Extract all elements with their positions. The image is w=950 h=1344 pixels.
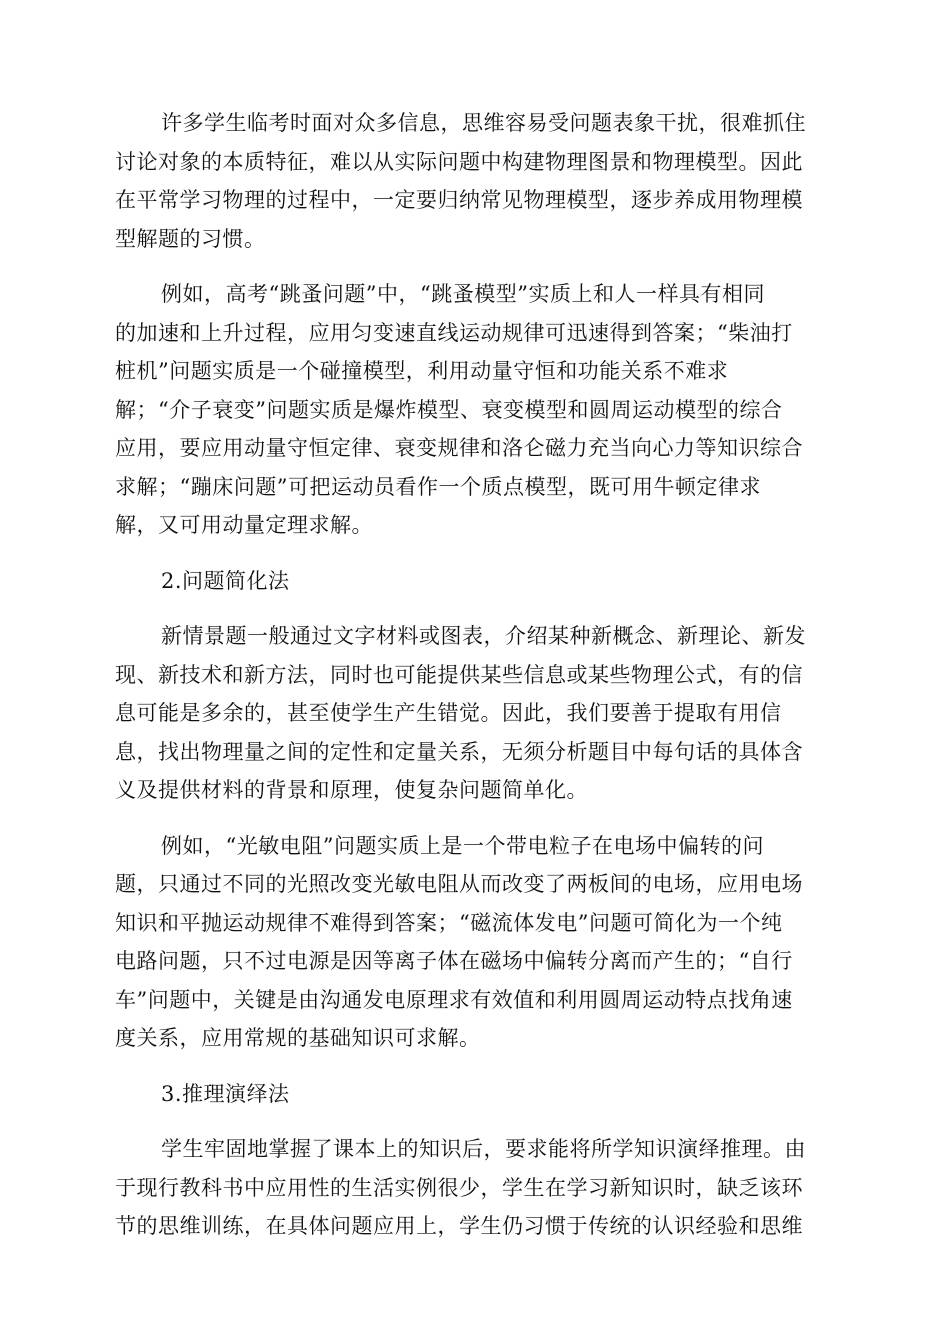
text-line: 型解题的习惯。 bbox=[115, 226, 266, 251]
text-line: 新情景题一般通过文字材料或图表，介绍某种新概念、新理论、新发 bbox=[161, 624, 806, 648]
text-line: 求解；“蹦床问题”可把运动员看作一个质点模型，既可用牛顿定律求 bbox=[115, 474, 761, 499]
text-line: 于现行教科书中应用性的生活实例很少，学生在学习新知识时，缺乏该环 bbox=[115, 1175, 803, 1200]
text-line: 在平常学习物理的过程中，一定要归纳常见物理模型，逐步养成用物理模 bbox=[115, 188, 803, 212]
text-line: 解；“介子衰变”问题实质是爆炸模型、衰变模型和圆周运动模型的综合 bbox=[115, 397, 783, 422]
text-line: 息，找出物理量之间的定性和定量关系，无须分析题目中每句话的具体含 bbox=[115, 739, 803, 764]
text-line: 应用，要应用动量守恒定律、衰变规律和洛仑磁力充当向心力等知识综合 bbox=[115, 436, 803, 460]
text-line: 学生牢固地掌握了课本上的知识后，要求能将所学知识演绎推理。由 bbox=[161, 1137, 806, 1161]
paragraph-physics-models-intro bbox=[115, 104, 833, 258]
paragraph-simplification-intro bbox=[115, 617, 833, 810]
text-line: 题，只通过不同的光照改变光敏电阻从而改变了两板间的电场，应用电场 bbox=[115, 872, 803, 896]
text-line: 的加速和上升过程，应用匀变速直线运动规律可迅速得到答案；“柴油打 bbox=[115, 320, 793, 345]
text-line: 现、新技术和新方法，同时也可能提供某些信息或某些物理公式，有的信 bbox=[115, 662, 803, 687]
section-heading-problem-simplification: 2.问题简化法 bbox=[161, 568, 290, 593]
text-line: 例如，高考“跳蚤问题”中，“跳蚤模型”实质上和人一样具有相同 bbox=[161, 282, 765, 306]
text-line: 解，又可用动量定理求解。 bbox=[115, 513, 373, 537]
text-line: 节的思维训练，在具体问题应用上，学生仍习惯于传统的认识经验和思维 bbox=[115, 1214, 803, 1238]
text-line: 例如，“光敏电阻”问题实质上是一个带电粒子在电场中偏转的问 bbox=[161, 833, 764, 858]
section-heading-deductive-reasoning: 3.推理演绎法 bbox=[161, 1081, 290, 1106]
text-line: 电路问题，只不过电源是因等离子体在磁场中偏转分离而产生的；“自行 bbox=[115, 949, 793, 973]
text-line: 义及提供材料的背景和原理，使复杂问题简单化。 bbox=[115, 778, 588, 802]
paragraph-simplification-examples bbox=[115, 827, 833, 1058]
text-line: 许多学生临考时面对众多信息，思维容易受问题表象干扰，很难抓住 bbox=[161, 111, 806, 135]
text-line: 讨论对象的本质特征，难以从实际问题中构建物理图景和物理模型。因此 bbox=[115, 149, 803, 174]
document-page bbox=[115, 104, 833, 1263]
text-line: 息可能是多余的，甚至使学生产生错觉。因此，我们要善于提取有用信 bbox=[115, 701, 782, 725]
text-line: 桩机”问题实质是一个碰撞模型，利用动量守恒和功能关系不难求 bbox=[115, 359, 729, 383]
paragraph-model-examples bbox=[115, 275, 833, 545]
text-line: 度关系，应用常规的基础知识可求解。 bbox=[115, 1026, 481, 1050]
text-line: 知识和平抛运动规律不难得到答案；“磁流体发电”问题可简化为一个纯 bbox=[115, 910, 783, 935]
text-line: 车”问题中，关键是由沟通发电原理求有效值和利用圆周运动特点找角速 bbox=[115, 987, 793, 1012]
paragraph-deduction-intro bbox=[115, 1130, 833, 1246]
